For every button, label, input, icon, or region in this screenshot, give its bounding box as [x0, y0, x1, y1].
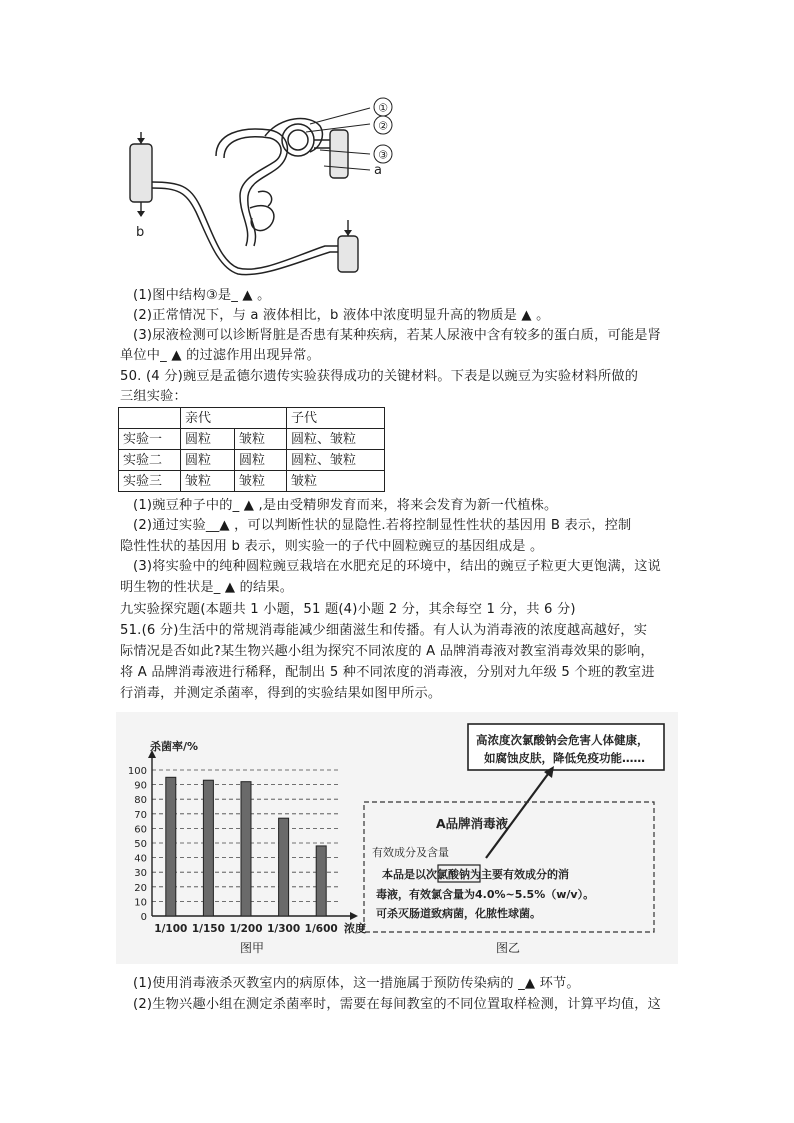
table-cell: 皱粒 [181, 471, 235, 492]
question-51-stem-2: 际情况是否如此?某生物兴趣小组为探究不同浓度的 A 品牌消毒液对教室消毒效果的影响， [120, 644, 654, 659]
question-50-2a: (2)通过实验__▲ ，可以判断性状的显隐性.若将控制显性性状的基因用 B 表示，控制 [133, 518, 632, 533]
y-tick-label: 30 [134, 868, 147, 880]
label-2: ② [378, 119, 388, 133]
table-cell [235, 408, 287, 429]
table-header-row [119, 408, 385, 429]
brand-label-sub: 有效成分及含量 [372, 846, 449, 859]
nephron-diagram [120, 96, 410, 278]
label-1: ① [378, 101, 388, 115]
bar [279, 818, 289, 916]
y-tick-label: 70 [134, 809, 147, 821]
table-cell [119, 408, 181, 429]
collecting-vessel [130, 144, 152, 202]
figure-yi-caption: 图乙 [496, 941, 521, 955]
pea-experiment-table [118, 407, 385, 492]
question-51-2: (2)生物兴趣小组在测定杀菌率时，需要在每间教室的不同位置取样检测，计算平均值，这 [133, 997, 662, 1012]
bar [241, 782, 251, 916]
table-cell: 皱粒 [235, 429, 287, 450]
question-49-3a: (3)尿液检测可以诊断肾脏是否患有某种疾病，若某人尿液中含有较多的蛋白质，可能是肾 [133, 328, 662, 343]
callout-line-1: 高浓度次氯酸钠会危害人体健康， [476, 733, 649, 747]
y-tick-label: 60 [134, 824, 147, 836]
question-51-stem-4: 行消毒，并测定杀菌率，得到的实验结果如图甲所示。 [120, 686, 442, 701]
y-axis-label: 杀菌率/% [150, 740, 199, 753]
table-cell: 皱粒 [287, 471, 385, 492]
y-tick-label: 40 [134, 853, 147, 865]
table-cell: 亲代 [181, 408, 235, 429]
y-tick-label: 10 [134, 897, 147, 909]
label-b: b [136, 225, 145, 240]
question-51-1: (1)使用消毒液杀灭教室内的病原体，这一措施属于预防传染病的 _▲ 环节。 [133, 976, 580, 991]
question-51-stem-3: 将 A 品牌消毒液进行稀释，配制出 5 种不同浓度的消毒液，分别对九年级 5 个班的教室进 [120, 665, 655, 680]
table-cell: 圆粒 [181, 429, 235, 450]
callout-line-2: 如腐蚀皮肤，降低免疫功能…… [484, 751, 645, 765]
figure-jia-yi [116, 712, 678, 964]
question-50-2b: 隐性性状的基因用 b 表示，则实验一的子代中圆粒豌豆的基因组成是 。 [120, 539, 544, 554]
section-9-heading: 九实验探究题(本题共 1 小题，51 题(4)小题 2 分，其余每空 1 分，共 6 分) [120, 602, 576, 617]
brand-label-title: A品牌消毒液 [436, 816, 509, 831]
question-49-1: (1)图中结构③是_ ▲ 。 [133, 288, 271, 303]
x-tick-label: 1/300 [267, 923, 301, 935]
table-cell: 子代 [287, 408, 385, 429]
x-tick-label: 1/600 [304, 923, 338, 935]
question-49-2: (2)正常情况下，与 a 液体相比，b 液体中浓度明显升高的物质是 ▲ 。 [133, 308, 550, 323]
y-tick-label: 0 [140, 912, 147, 923]
table-cell: 圆粒、皱粒 [287, 450, 385, 471]
table-cell: 圆粒 [235, 450, 287, 471]
x-tick-label: 1/100 [154, 923, 188, 935]
table-cell: 实验二 [119, 450, 181, 471]
bar [203, 780, 213, 916]
table-row [119, 471, 385, 492]
question-50-stem-cont: 三组实验： [120, 389, 187, 404]
bar [316, 846, 326, 916]
chart-title: 图甲 [239, 941, 265, 955]
table-cell: 实验三 [119, 471, 181, 492]
y-tick-label: 80 [134, 795, 147, 807]
table-cell: 实验一 [119, 429, 181, 450]
table-cell: 圆粒 [181, 450, 235, 471]
label-3: ③ [378, 148, 388, 162]
x-axis-label: 浓度 [344, 922, 366, 935]
question-50-1: (1)豌豆种子中的_ ▲ ,是由受精卵发育而来，将来会发育为新一代植株。 [133, 498, 558, 513]
question-49-3b: 单位中_ ▲ 的过滤作用出现异常。 [120, 348, 320, 363]
label-a: a [374, 163, 382, 178]
question-51-stem-1: 51.(6 分)生活中的常规消毒能减少细菌滋生和传播。有人认为消毒液的浓度越高越好，实 [120, 623, 648, 638]
question-50-3a: (3)将实验中的纯种圆粒豌豆栽培在水肥充足的环境中，结出的豌豆子粒更大更饱满，这说 [133, 559, 662, 574]
x-tick-label: 1/200 [229, 923, 263, 935]
y-tick-label: 50 [134, 839, 147, 850]
question-50-stem: 50. (4 分)豌豆是孟德尔遗传实验获得成功的关键材料。下表是以豌豆为实验材料所做的 [120, 369, 639, 384]
table-cell: 圆粒、皱粒 [287, 429, 385, 450]
y-tick-label: 100 [127, 766, 147, 777]
y-tick-label: 20 [134, 882, 147, 894]
table-row [119, 450, 385, 471]
question-50-3b: 明生物的性状是_ ▲ 的结果。 [120, 580, 294, 595]
bar [166, 777, 176, 916]
table-row [119, 429, 385, 450]
table-cell: 皱粒 [235, 471, 287, 492]
x-tick-label: 1/150 [191, 923, 225, 935]
brand-label-body-1: 本品是以次氯酸钠为主要有效成分的消 [382, 868, 569, 881]
brand-label-body-3: 可杀灭肠道致病菌，化脓性球菌。 [376, 907, 541, 920]
y-tick-label: 90 [134, 780, 147, 792]
brand-label-body-2: 毒液，有效氯含量为4.0%~5.5%（w/v）。 [376, 888, 595, 901]
